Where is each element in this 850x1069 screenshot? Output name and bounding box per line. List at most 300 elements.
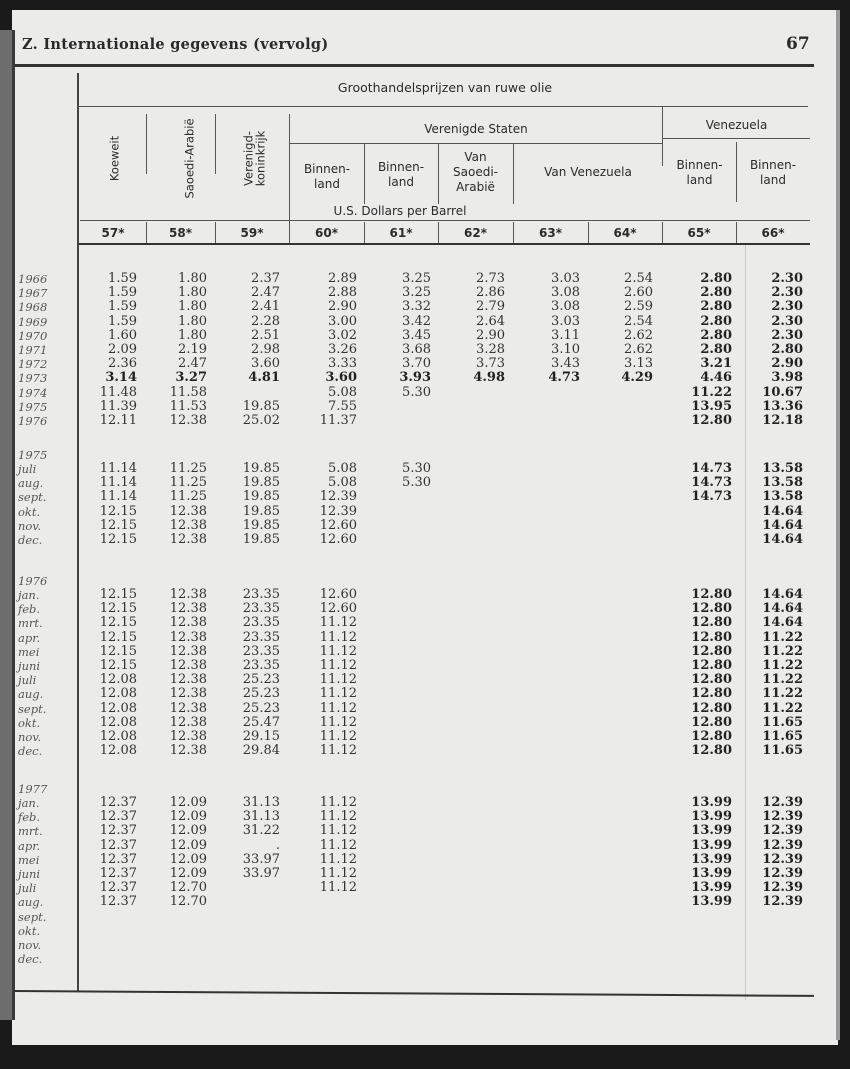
table-cell: 12.60	[319, 601, 357, 617]
table-cell: 12.09	[169, 809, 207, 825]
row-label: 1972	[18, 357, 48, 372]
row-label: feb.	[18, 810, 41, 825]
section-heading: 1975	[18, 448, 48, 462]
table-cell: 13.99	[691, 880, 732, 896]
table-cell: 3.03	[551, 271, 580, 286]
table-cell: 12.37	[99, 795, 137, 810]
table-cell: 11.22	[762, 686, 803, 702]
row-label: dec.	[18, 952, 43, 967]
table-cell: 12.09	[169, 823, 207, 839]
row-label: jan.	[18, 796, 40, 810]
row-label: 1976	[18, 414, 48, 428]
table-cell: 2.98	[251, 342, 280, 357]
table-cell: 12.08	[99, 672, 137, 688]
table-cell: 3.27	[175, 370, 207, 386]
table-cell: 12.15	[99, 503, 137, 519]
table-cell: 11.22	[762, 658, 803, 673]
table-cell: 12.80	[691, 629, 732, 645]
table-cell: 11.25	[169, 475, 207, 491]
row-label: 1973	[18, 371, 48, 386]
table-cell: 12.38	[169, 729, 207, 744]
table-cell: 12.37	[99, 894, 137, 910]
table-cell: 2.80	[700, 271, 732, 286]
table-cell: 11.12	[319, 851, 357, 867]
table-cell: 12.38	[169, 686, 207, 702]
table-cell: 12.38	[169, 672, 207, 688]
table-cell: 12.15	[99, 587, 137, 602]
table-cell: 12.11	[99, 413, 137, 428]
table-cell: 19.85	[242, 517, 280, 533]
table-cell: 1.60	[108, 327, 137, 343]
table-cell: 1.80	[178, 285, 207, 301]
table-cell: 11.14	[99, 489, 137, 505]
row-label: juni	[18, 659, 41, 673]
table-cell: 2.54	[624, 313, 653, 329]
table-cell: 11.14	[99, 475, 137, 491]
table-cell: 23.35	[242, 615, 280, 631]
table-cell: 12.38	[169, 629, 207, 645]
table-cell: 2.80	[700, 342, 732, 357]
column-number-60: 60*	[315, 226, 338, 240]
table-cell: 25.23	[242, 686, 280, 702]
table-cell: 3.70	[402, 356, 431, 372]
table-cell: 3.32	[402, 299, 431, 315]
col-header-koeweit: Koeweit	[107, 135, 122, 182]
col-header-62: Van Saoedi- Arabië	[453, 150, 498, 194]
table-cell: 12.37	[99, 823, 137, 839]
table-cell: 12.39	[762, 851, 803, 867]
table-cell: 3.25	[402, 271, 431, 286]
table-cell: 1.80	[178, 327, 207, 343]
table-cell: 12.80	[691, 587, 732, 602]
row-label: 1975	[18, 399, 48, 414]
table-cell: 5.30	[402, 384, 431, 400]
row-label: okt.	[18, 715, 41, 730]
table-cell: 1.59	[108, 313, 137, 329]
top-rule	[14, 64, 814, 67]
table-cell: 2.37	[251, 271, 280, 286]
table-cell: 12.38	[169, 615, 207, 631]
table-cell: 31.13	[242, 795, 280, 810]
table-cell: 12.38	[169, 743, 207, 759]
table-cell: 12.80	[691, 413, 732, 428]
row-label: mrt.	[18, 824, 43, 839]
table-cell: 3.28	[476, 342, 505, 357]
row-label: 1966	[18, 272, 48, 286]
table-cell: 23.35	[242, 629, 280, 645]
table-cell: 14.64	[762, 517, 803, 533]
table-cell: 11.22	[762, 629, 803, 645]
table-cell: 12.39	[762, 880, 803, 896]
table-cell: 2.30	[771, 299, 803, 315]
row-label: dec.	[18, 744, 43, 759]
table-cell: 11.22	[762, 643, 803, 659]
table-cell: 12.38	[169, 503, 207, 519]
table-cell: 23.35	[242, 658, 280, 673]
table-cell: 2.80	[700, 313, 732, 329]
page-number: 67	[786, 34, 810, 54]
table-cell: 12.08	[99, 714, 137, 730]
row-label: okt.	[18, 923, 41, 938]
table-cell: 19.85	[242, 461, 280, 476]
table-cell: 12.60	[319, 517, 357, 533]
row-label: sept.	[18, 490, 47, 505]
table-cell: 11.22	[762, 700, 803, 716]
row-label: juli	[18, 673, 37, 688]
table-cell: 11.12	[319, 658, 357, 673]
table-cell: 2.28	[251, 313, 280, 329]
row-label: 1974	[18, 385, 48, 400]
table-cell: 4.81	[248, 370, 280, 386]
table-cell: 12.15	[99, 643, 137, 659]
table-cell: 11.12	[319, 700, 357, 716]
table-cell: 13.99	[691, 809, 732, 825]
table-cell: 2.47	[251, 285, 280, 301]
table-cell: 12.39	[319, 489, 357, 505]
table-cell: 25.23	[242, 700, 280, 716]
table-cell: 13.58	[762, 461, 803, 476]
table-cell: 13.36	[762, 398, 803, 414]
table-cell: 12.60	[319, 532, 357, 547]
table-cell: 12.80	[691, 615, 732, 631]
table-cell: 2.89	[328, 271, 357, 286]
row-label: apr.	[18, 630, 41, 645]
row-label: 1971	[18, 343, 48, 357]
table-cell: 2.36	[108, 356, 137, 372]
table-cell: 2.90	[771, 356, 803, 372]
table-cell: 12.37	[99, 866, 137, 881]
table-cell: 3.08	[551, 299, 580, 315]
col-header-saoedi-arabie: Saoedi-Arabië	[182, 118, 197, 199]
table-cell: 19.85	[242, 398, 280, 414]
table-cell: 13.99	[691, 866, 732, 881]
table-cell: 1.59	[108, 271, 137, 286]
page-edge	[836, 10, 840, 1040]
table-cell: 12.80	[691, 672, 732, 688]
table-cell: 11.22	[691, 384, 732, 400]
table-cell: 11.65	[762, 743, 803, 759]
table-cell: 12.80	[691, 643, 732, 659]
table-cell: 13.99	[691, 823, 732, 839]
col-header-verenigd-koninkrijk-b: koninkrijk	[253, 130, 268, 187]
page-title: Z. Internationale gegevens (vervolg)	[22, 36, 329, 53]
table-cell: 13.99	[691, 851, 732, 867]
table-cell: 12.39	[762, 823, 803, 839]
table-cell: 4.29	[621, 370, 653, 386]
table-cell: 3.43	[551, 356, 580, 372]
table-cell: 13.99	[691, 894, 732, 910]
table-cell: 12.37	[99, 880, 137, 896]
table-cell: 14.64	[762, 615, 803, 631]
table-cell: 11.12	[319, 823, 357, 839]
table-cell: 2.30	[771, 313, 803, 329]
section-heading: 1977	[18, 782, 48, 796]
table-cell: 12.39	[762, 837, 803, 853]
row-label: jan.	[18, 588, 40, 602]
table-cell: 29.15	[242, 729, 280, 744]
table-cell: 12.37	[99, 837, 137, 853]
table-cell: 3.26	[328, 342, 357, 357]
group-title: Groothandelsprijzen van ruwe olie	[337, 80, 553, 95]
table-cell: 12.18	[762, 413, 803, 428]
table-cell: 14.73	[691, 489, 732, 505]
table-cell: 19.85	[242, 489, 280, 505]
table-cell: 2.79	[476, 299, 505, 315]
table-cell: 4.73	[548, 370, 580, 386]
table-cell: 2.64	[476, 313, 505, 329]
row-label: aug.	[18, 895, 44, 910]
table-cell: 3.08	[551, 285, 580, 301]
table-cell: 3.73	[476, 356, 505, 372]
table-cell: 3.60	[325, 370, 357, 386]
table-cell: 11.12	[319, 643, 357, 659]
col-header-61: Binnen- land	[377, 160, 425, 189]
table-cell: 3.10	[551, 342, 580, 357]
table-cell: 11.22	[762, 672, 803, 688]
table-cell: 10.67	[762, 384, 803, 400]
table-cell: 7.55	[328, 398, 357, 414]
table-cell: 31.22	[242, 823, 280, 839]
row-label: feb.	[18, 602, 41, 617]
table-cell: 13.95	[691, 398, 732, 414]
table-cell: 23.35	[242, 643, 280, 659]
table-cell: 11.53	[169, 398, 207, 414]
table-cell: 1.80	[178, 271, 207, 286]
binding-shadow	[12, 30, 15, 1020]
table-cell: 12.15	[99, 517, 137, 533]
table-cell: 5.08	[328, 475, 357, 491]
table-cell: 2.60	[624, 285, 653, 301]
table-cell: 2.19	[178, 342, 207, 357]
table-cell: 14.64	[762, 532, 803, 547]
table-cell: 12.08	[99, 686, 137, 702]
row-label: juli	[18, 881, 37, 896]
table-cell: 11.65	[762, 714, 803, 730]
table-cell: 12.09	[169, 851, 207, 867]
table-cell: 12.08	[99, 729, 137, 744]
table-cell: 3.25	[402, 285, 431, 301]
table-cell: 25.23	[242, 672, 280, 688]
table-cell: 1.80	[178, 313, 207, 329]
table-cell: 14.64	[762, 503, 803, 519]
table-cell: 2.90	[328, 299, 357, 315]
row-label: apr.	[18, 838, 41, 853]
table-cell: 2.30	[771, 271, 803, 286]
table-cell: 12.38	[169, 517, 207, 533]
table-cell: 5.30	[402, 475, 431, 491]
table-cell: 19.85	[242, 503, 280, 519]
row-label: nov.	[18, 730, 42, 744]
table-cell: 3.03	[551, 313, 580, 329]
table-cell: 4.98	[473, 370, 505, 386]
table-cell: 2.51	[251, 327, 280, 343]
table-cell: 23.35	[242, 587, 280, 602]
table-cell: 3.11	[551, 327, 580, 343]
table-cell: 3.42	[402, 313, 431, 329]
table-cell: 3.02	[328, 327, 357, 343]
column-number-62: 62*	[464, 226, 487, 240]
table-cell: 12.15	[99, 532, 137, 547]
table-cell: 11.58	[169, 384, 207, 400]
table-cell: 31.13	[242, 809, 280, 825]
table-cell: 14.64	[762, 601, 803, 617]
table-cell: 12.09	[169, 837, 207, 853]
table-cell: 12.80	[691, 729, 732, 744]
table-cell: 2.80	[771, 342, 803, 357]
row-label: 1970	[18, 328, 48, 343]
table-cell: 3.68	[402, 342, 431, 357]
row-label: okt.	[18, 504, 41, 519]
table-cell: 25.02	[242, 413, 280, 428]
table-cell: 12.80	[691, 700, 732, 716]
col-header-66: Binnen- land	[749, 158, 797, 187]
table-cell: 11.12	[319, 629, 357, 645]
table-cell: 13.58	[762, 489, 803, 505]
group-title-rule	[78, 106, 808, 107]
column-number-57: 57*	[101, 226, 125, 240]
table-cell: 12.15	[99, 658, 137, 673]
table-cell: 14.73	[691, 461, 732, 476]
table-cell: 11.39	[99, 398, 137, 414]
row-label: dec.	[18, 533, 43, 547]
table-cell: 2.86	[476, 285, 505, 301]
table-cell: 12.70	[169, 880, 207, 896]
table-cell: 2.88	[328, 285, 357, 301]
table-cell: 12.09	[169, 866, 207, 881]
table-cell: 12.39	[762, 809, 803, 825]
col-header-verenigd-koninkrijk-a: Verenigd-	[241, 131, 256, 186]
group-verenigde-staten: Verenigde Staten	[424, 122, 528, 136]
table-cell: 3.93	[399, 370, 431, 386]
table-cell: 11.12	[319, 880, 357, 896]
table-cell: 3.13	[624, 356, 653, 372]
table-cell: 2.54	[624, 271, 653, 286]
table-cell: 2.73	[476, 271, 505, 286]
row-label: sept.	[18, 909, 47, 924]
table-cell: 12.15	[99, 629, 137, 645]
row-label: aug.	[18, 687, 44, 702]
table-cell: 5.08	[328, 461, 357, 476]
table-cell: 12.39	[762, 795, 803, 810]
table-cell: 12.80	[691, 658, 732, 673]
table-cell: 11.12	[319, 672, 357, 688]
table-cell: 11.25	[169, 461, 207, 476]
table-cell: 12.38	[169, 601, 207, 617]
table-cell: 2.80	[700, 285, 732, 301]
table-cell: 33.97	[242, 866, 280, 881]
column-number-61: 61*	[389, 226, 413, 240]
table-cell: 14.73	[691, 475, 732, 491]
table-cell: 3.00	[328, 313, 357, 329]
table-cell: 12.37	[99, 851, 137, 867]
table-cell: 12.80	[691, 714, 732, 730]
col-header-63-64: Van Venezuela	[544, 165, 632, 179]
table-cell: 2.30	[771, 327, 803, 343]
table-cell: 11.12	[319, 615, 357, 631]
table-cell: 11.25	[169, 489, 207, 505]
table-cell: 12.60	[319, 587, 357, 602]
table-cell: .	[275, 837, 280, 853]
row-label: nov.	[18, 938, 42, 952]
col-header-65: Binnen- land	[676, 158, 723, 187]
table-cell: 5.30	[402, 461, 431, 476]
table-cell: 12.70	[169, 894, 207, 910]
row-label: 1969	[18, 314, 48, 329]
table-cell: 3.14	[105, 370, 137, 386]
table-cell: 12.38	[169, 413, 207, 428]
table-cell: 4.46	[700, 370, 732, 386]
table-cell: 33.97	[242, 851, 280, 867]
table-cell: 25.47	[242, 714, 280, 730]
row-label: 1968	[18, 300, 48, 315]
table-cell: 12.15	[99, 601, 137, 617]
table-cell: 13.58	[762, 475, 803, 491]
table-cell: 12.80	[691, 743, 732, 759]
table-cell: 11.14	[99, 461, 137, 476]
col-header-60: Binnen- land	[303, 162, 351, 191]
table-cell: 11.12	[319, 714, 357, 730]
table-cell: 3.33	[328, 356, 357, 372]
table-cell: 12.39	[762, 866, 803, 881]
group-venezuela: Venezuela	[705, 118, 768, 132]
row-label: juli	[18, 462, 37, 476]
table-cell: 13.99	[691, 837, 732, 853]
table-cell: 2.41	[251, 299, 280, 315]
table-cell: 12.38	[169, 658, 207, 673]
table-cell: 11.65	[762, 729, 803, 744]
table-cell: 12.38	[169, 700, 207, 716]
table-cell: 3.21	[700, 356, 732, 372]
table-cell: 14.64	[762, 587, 803, 602]
row-label: 1967	[18, 286, 48, 301]
row-label: mrt.	[18, 616, 43, 631]
table-cell: 12.80	[691, 601, 732, 617]
table-cell: 3.98	[771, 370, 803, 386]
table-cell: 2.80	[700, 327, 732, 343]
table-cell: 12.39	[762, 894, 803, 910]
table-cell: 12.38	[169, 532, 207, 547]
column-number-64: 64*	[613, 226, 637, 240]
table-cell: 2.62	[624, 342, 653, 357]
unit-label: U.S. Dollars per Barrel	[333, 204, 467, 218]
table-cell: 1.59	[108, 285, 137, 301]
table-cell: 2.62	[624, 327, 653, 343]
table-cell: 3.45	[402, 327, 431, 343]
table-cell: 12.80	[691, 686, 732, 702]
table-cell: 11.48	[99, 384, 137, 400]
column-number-59: 59*	[240, 226, 264, 240]
table-cell: 12.38	[169, 714, 207, 730]
table-cell: 2.09	[108, 342, 137, 357]
table-cell: 11.12	[319, 795, 357, 810]
table-cell: 29.84	[242, 743, 280, 759]
table-cell: 2.59	[624, 299, 653, 315]
table-cell: 11.12	[319, 686, 357, 702]
column-number-58: 58*	[169, 226, 192, 240]
table-cell: 19.85	[242, 532, 280, 547]
row-label: juni	[18, 867, 41, 881]
table-cell: 12.09	[169, 795, 207, 810]
column-number-66: 66*	[761, 226, 785, 240]
table-cell: 23.35	[242, 601, 280, 617]
table-cell: 11.12	[319, 837, 357, 853]
table-cell: 11.12	[319, 743, 357, 759]
row-label: nov.	[18, 518, 42, 533]
table-cell: 11.37	[319, 413, 357, 428]
table-cell: 19.85	[242, 475, 280, 491]
row-label: mei	[18, 644, 40, 659]
table-cell: 3.60	[251, 356, 280, 372]
